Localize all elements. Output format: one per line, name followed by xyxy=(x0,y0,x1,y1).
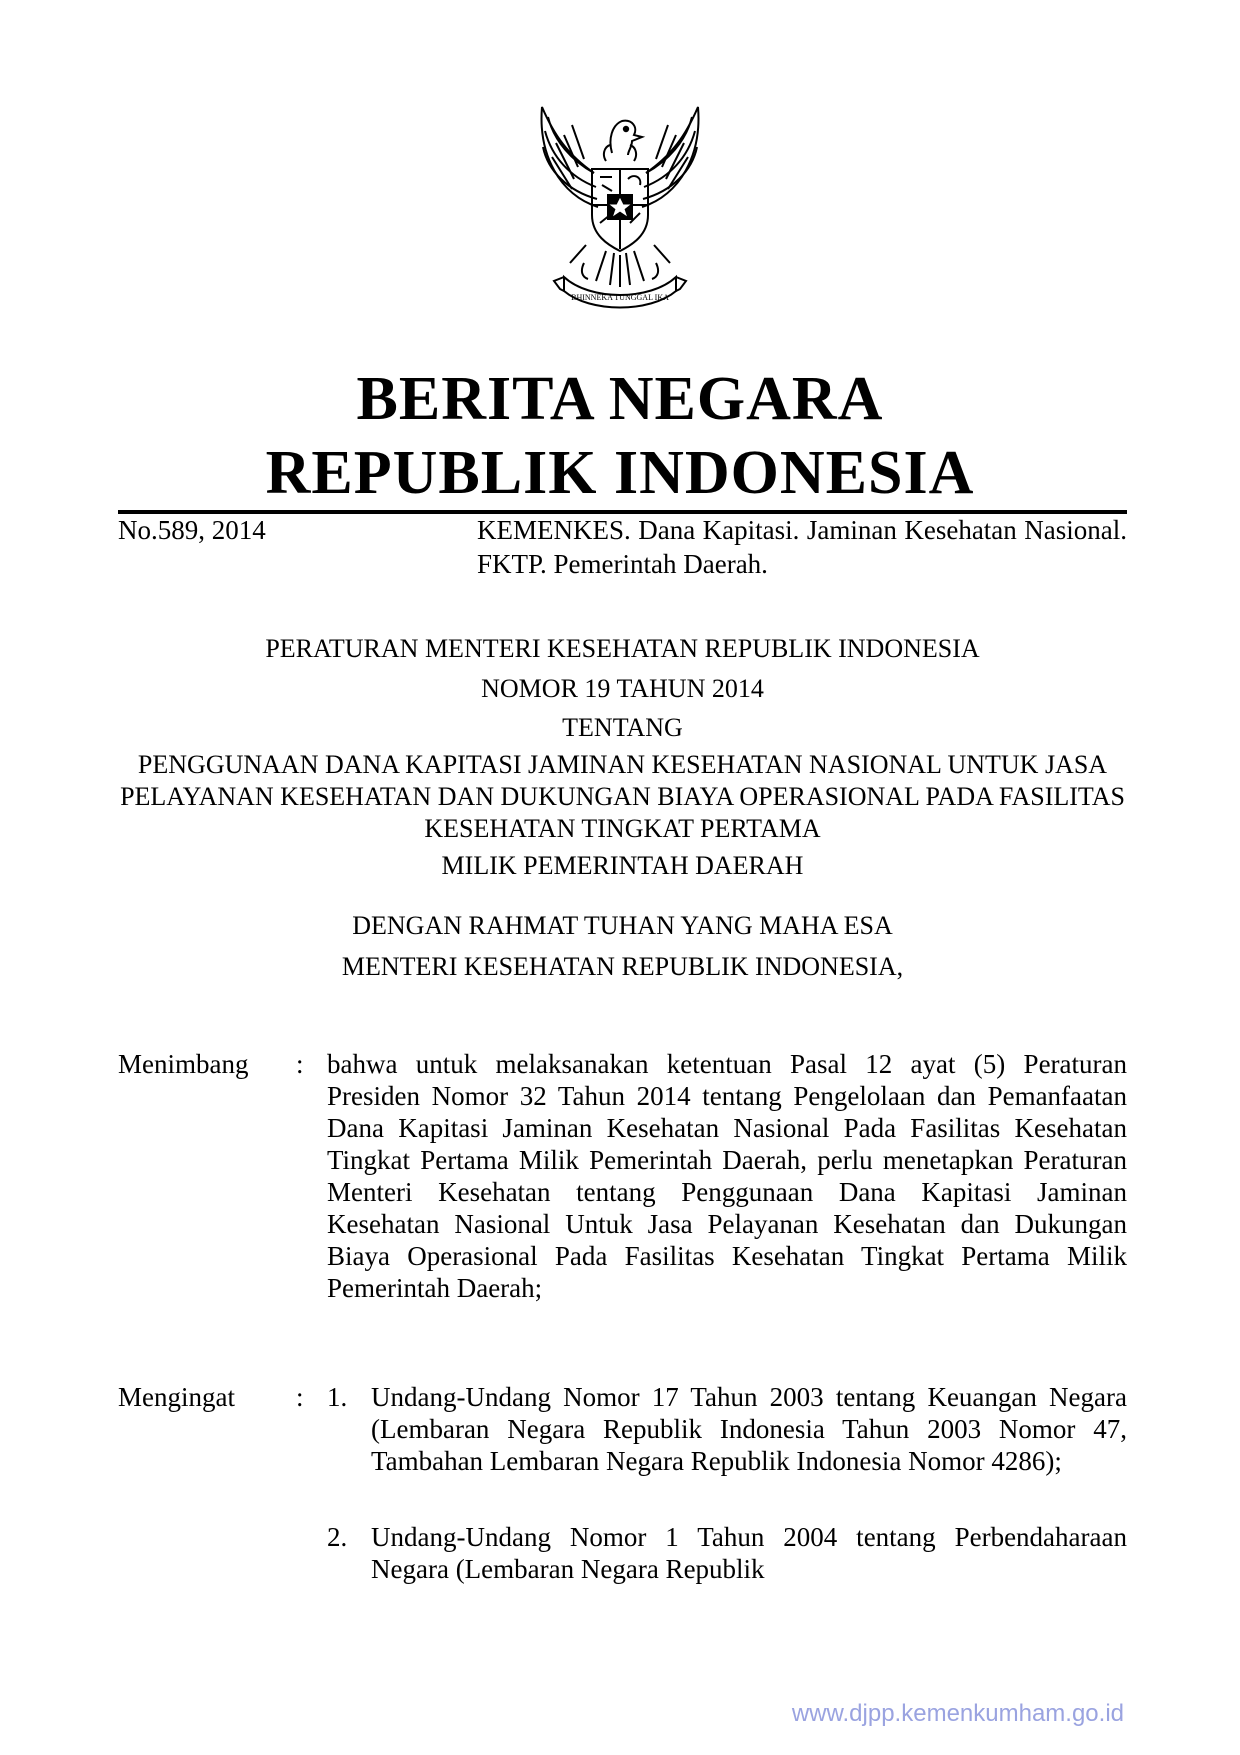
footer-url-link[interactable]: www.djpp.kemenkumham.go.id xyxy=(791,1700,1124,1727)
mengingat-label: Mengingat xyxy=(118,1382,235,1412)
regulation-subject: PENGGUNAAN DANA KAPITASI JAMINAN KESEHATAN NASIONAL UNTUK JASA PELAYANAN KESEHATAN DAN DUKUNGAN BIAYA OPERASIONAL PADA FASILITAS KESEHATAN TINGKAT PERTAMA xyxy=(120,750,1125,843)
mengingat-item-number: 1. xyxy=(327,1382,348,1412)
regulation-title: PERATURAN MENTERI KESEHATAN REPUBLIK INDONESIA xyxy=(265,634,980,663)
mengingat-item-number: 2. xyxy=(327,1522,348,1552)
emblem-motto: BHINNEKA TUNGGAL IKA xyxy=(571,293,669,302)
regulation-subject-last: MILIK PEMERINTAH DAERAH xyxy=(441,851,804,880)
menimbang-label: Menimbang xyxy=(118,1049,249,1079)
regulation-number: NOMOR 19 TAHUN 2014 xyxy=(481,674,764,703)
mengingat-item-text: Undang-Undang Nomor 1 Tahun 2004 tentang Perbendaharaan Negara (Lembaran Negara Republik xyxy=(371,1522,1127,1584)
garuda-emblem-icon xyxy=(520,95,720,315)
mengingat-colon: : xyxy=(296,1382,304,1412)
menimbang-colon: : xyxy=(296,1049,304,1079)
document-subject: KEMENKES. Dana Kapitasi. Jaminan Kesehatan Nasional. FKTP. Pemerintah Daerah. xyxy=(477,515,1127,579)
masthead-line-2: REPUBLIK INDONESIA xyxy=(265,439,975,507)
menimbang-text: bahwa untuk melaksanakan ketentuan Pasal 12 ayat (5) Peraturan Presiden Nomor 32 Tahun 2014 tentang Pengelolaan dan Pemanfaatan Dana Kapitasi Jaminan Kesehatan Nasional Pada Fasilitas Kesehatan Tingkat Pertama Milik Pemerintah Daerah, perlu menetapkan Peraturan Menteri Kesehatan tentang Penggunaan Dana Kapitasi Jaminan Kesehatan Nasional Untuk Jasa Pelayanan Kesehatan dan Dukungan Biaya Operasional Pada Fasilitas Kesehatan Tingkat Pertama Milik Pemerintah Daerah; xyxy=(327,1049,1127,1303)
mengingat-item-text: Undang-Undang Nomor 17 Tahun 2003 tentang Keuangan Negara (Lembaran Negara Republik Indonesia Tahun 2003 Nomor 47, Tambahan Lembaran Negara Republik Indonesia Nomor 4286); xyxy=(371,1382,1127,1476)
preamble-rahmat: DENGAN RAHMAT TUHAN YANG MAHA ESA xyxy=(352,911,893,940)
masthead-line-1: BERITA NEGARA xyxy=(356,365,884,433)
regulation-tentang: TENTANG xyxy=(562,713,683,742)
preamble-menteri: MENTERI KESEHATAN REPUBLIK INDONESIA, xyxy=(341,952,904,981)
document-number: No.589, 2014 xyxy=(118,515,266,545)
